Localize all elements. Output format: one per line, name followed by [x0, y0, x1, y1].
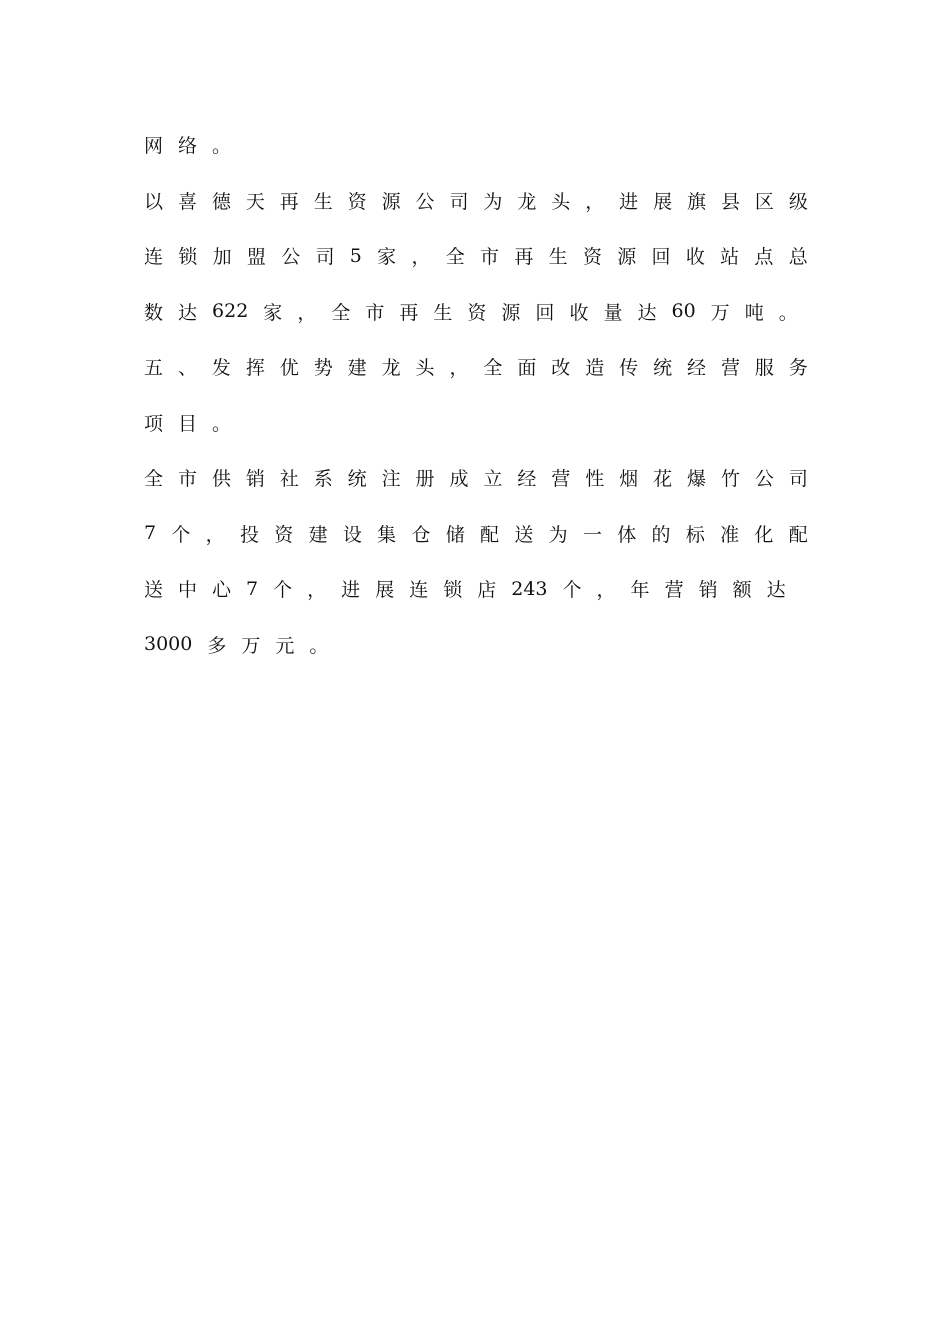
text-line: [144, 346, 808, 387]
text-glyph: 点: [754, 246, 774, 268]
text-glyph: 级: [788, 190, 808, 213]
text-glyph: 公: [415, 190, 435, 213]
text-glyph: 传: [619, 357, 639, 379]
text-glyph: 投: [239, 523, 259, 546]
text-glyph: 营: [551, 468, 571, 490]
text-glyph: 回: [651, 246, 671, 268]
text-glyph: 展: [653, 190, 673, 213]
text-line: [144, 291, 808, 332]
text-glyph: 司: [315, 246, 335, 268]
text-glyph: 头: [415, 357, 435, 379]
text-glyph: 5: [349, 244, 362, 267]
text-glyph: 销: [698, 579, 718, 601]
text-line: [144, 624, 808, 665]
text-glyph: 准: [720, 523, 740, 546]
text-glyph: 市: [177, 468, 197, 490]
text-glyph: 花: [653, 468, 673, 490]
text-glyph: 243: [511, 577, 548, 600]
text-glyph: 个: [562, 579, 582, 601]
text-glyph: 喜: [177, 190, 197, 213]
text-glyph: 册: [415, 468, 435, 490]
text-glyph: 站: [720, 246, 740, 268]
text-glyph: 服: [754, 357, 774, 379]
text-glyph: 。: [212, 135, 232, 157]
text-glyph: 爆: [687, 468, 707, 490]
text-glyph: 资: [467, 301, 487, 324]
text-glyph: 展: [375, 579, 395, 601]
text-glyph: 收: [685, 246, 705, 268]
text-glyph: 面: [517, 357, 537, 379]
text-glyph: 中: [178, 579, 198, 601]
text-glyph: 营: [720, 357, 740, 379]
text-glyph: 。: [212, 412, 232, 435]
text-glyph: ，: [411, 246, 431, 268]
text-glyph: ，: [596, 579, 616, 601]
text-glyph: 性: [585, 468, 605, 490]
text-glyph: 司: [449, 190, 469, 213]
text-glyph: 。: [778, 301, 798, 324]
text-line: [144, 180, 808, 221]
text-line: [144, 457, 808, 498]
text-glyph: 数: [144, 301, 164, 324]
text-glyph: 龙: [517, 190, 537, 213]
text-glyph: 个: [171, 523, 191, 546]
text-glyph: 达: [766, 579, 786, 601]
text-glyph: 社: [279, 468, 299, 490]
text-glyph: 生: [548, 246, 568, 268]
text-glyph: 改: [551, 357, 571, 379]
text-glyph: 进: [619, 190, 639, 213]
text-glyph: 吨: [744, 301, 764, 324]
text-glyph: 体: [617, 523, 637, 546]
text-line: [144, 235, 808, 276]
text-glyph: 心: [212, 579, 232, 601]
text-glyph: 建: [347, 357, 367, 379]
text-glyph: 造: [585, 357, 605, 379]
text-glyph: 达: [637, 301, 657, 324]
text-glyph: 全: [483, 357, 503, 379]
text-glyph: 配: [788, 523, 808, 546]
text-glyph: ，: [585, 190, 605, 213]
text-glyph: 7: [246, 577, 259, 600]
text-glyph: 目: [178, 412, 198, 435]
text-glyph: 标: [685, 523, 705, 546]
text-glyph: 再: [399, 301, 419, 324]
text-glyph: 店: [477, 579, 497, 601]
text-glyph: 注: [381, 468, 401, 490]
text-glyph: 回: [535, 301, 555, 324]
text-glyph: ，: [297, 301, 317, 324]
text-glyph: 。: [309, 634, 329, 657]
text-glyph: 天: [245, 190, 265, 213]
text-glyph: 务: [788, 357, 808, 379]
text-glyph: 生: [313, 190, 333, 213]
text-glyph: 全: [144, 468, 164, 490]
text-glyph: 个: [273, 579, 293, 601]
text-glyph: 家: [377, 246, 397, 268]
text-glyph: 生: [433, 301, 453, 324]
text-glyph: 为: [483, 190, 503, 213]
text-glyph: 万: [710, 301, 730, 324]
text-glyph: 县: [720, 190, 740, 213]
text-glyph: 系: [313, 468, 333, 490]
text-glyph: 龙: [381, 357, 401, 379]
text-glyph: 源: [381, 190, 401, 213]
text-glyph: 优: [279, 357, 299, 379]
text-glyph: 供: [211, 468, 231, 490]
text-glyph: 再: [514, 246, 534, 268]
text-glyph: 多: [207, 634, 227, 657]
text-glyph: 势: [313, 357, 333, 379]
text-glyph: 622: [212, 300, 249, 322]
text-glyph: 源: [617, 246, 637, 268]
text-line: [144, 124, 808, 165]
text-glyph: 、: [177, 357, 197, 379]
text-glyph: 立: [483, 468, 503, 490]
text-glyph: 德: [211, 190, 231, 213]
text-glyph: 成: [449, 468, 469, 490]
text-glyph: 区: [754, 190, 774, 213]
text-glyph: 头: [551, 190, 571, 213]
text-glyph: 五: [144, 357, 164, 379]
text-glyph: 市: [365, 301, 385, 324]
text-glyph: 营: [664, 579, 684, 601]
text-glyph: 连: [409, 579, 429, 601]
document-body: [144, 124, 808, 679]
text-line: [144, 568, 808, 609]
text-glyph: 送: [144, 579, 164, 601]
text-glyph: 资: [347, 190, 367, 213]
text-glyph: 达: [178, 301, 198, 324]
text-glyph: 加: [212, 246, 232, 268]
text-glyph: 旗: [687, 190, 707, 213]
text-glyph: 建: [308, 523, 328, 546]
text-glyph: 元: [275, 634, 295, 657]
text-glyph: 以: [144, 190, 164, 213]
text-glyph: 盟: [246, 246, 266, 268]
text-glyph: 公: [281, 246, 301, 268]
text-glyph: ，: [205, 523, 225, 546]
text-glyph: 市: [480, 246, 500, 268]
text-glyph: 再: [279, 190, 299, 213]
text-glyph: 设: [342, 523, 362, 546]
text-glyph: 统: [653, 357, 673, 379]
text-glyph: 仓: [411, 523, 431, 546]
text-glyph: 送: [514, 523, 534, 546]
text-glyph: 年: [630, 579, 650, 601]
text-glyph: 全: [331, 301, 351, 324]
text-glyph: 进: [341, 579, 361, 601]
text-line: [144, 402, 808, 443]
text-glyph: 烟: [619, 468, 639, 490]
text-glyph: 资: [582, 246, 602, 268]
text-glyph: 总: [788, 246, 808, 268]
text-glyph: 竹: [720, 468, 740, 490]
text-glyph: 额: [732, 579, 752, 601]
text-glyph: 万: [241, 634, 261, 657]
text-glyph: 公: [754, 468, 774, 490]
text-glyph: 统: [347, 468, 367, 490]
text-glyph: ，: [307, 579, 327, 601]
text-glyph: 家: [263, 301, 283, 324]
text-glyph: 一: [582, 523, 602, 546]
text-glyph: 配: [480, 523, 500, 546]
text-glyph: 集: [377, 523, 397, 546]
text-glyph: 发: [211, 357, 231, 379]
text-glyph: 连: [144, 246, 164, 268]
text-glyph: 量: [603, 301, 623, 324]
text-glyph: 项: [144, 412, 164, 435]
text-glyph: 7: [144, 522, 157, 544]
text-glyph: 化: [754, 523, 774, 546]
text-glyph: 司: [788, 468, 808, 490]
text-glyph: 络: [178, 135, 198, 157]
text-glyph: 全: [445, 246, 465, 268]
text-glyph: 销: [245, 468, 265, 490]
text-glyph: 为: [548, 523, 568, 546]
text-glyph: 源: [501, 301, 521, 324]
text-line: [144, 513, 808, 554]
text-glyph: 锁: [178, 246, 198, 268]
text-glyph: 经: [687, 357, 707, 379]
text-glyph: 储: [445, 523, 465, 546]
text-glyph: 锁: [443, 579, 463, 601]
text-glyph: 网: [144, 135, 164, 157]
text-glyph: 收: [569, 301, 589, 324]
text-glyph: 经: [517, 468, 537, 490]
text-glyph: ，: [449, 357, 469, 379]
text-glyph: 3000: [144, 633, 193, 655]
text-glyph: 的: [651, 523, 671, 546]
text-glyph: 挥: [245, 357, 265, 379]
text-glyph: 60: [671, 300, 696, 322]
text-glyph: 资: [274, 523, 294, 546]
